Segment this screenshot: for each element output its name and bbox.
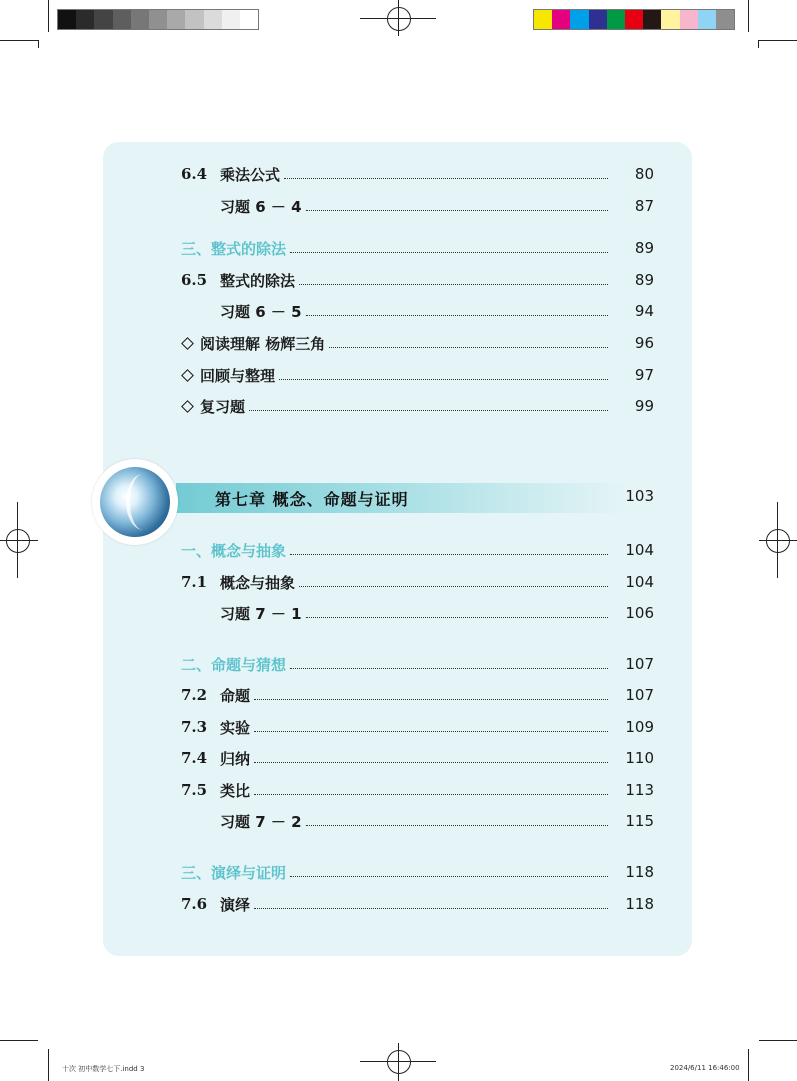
entry-title: 二、命题与猜想	[181, 655, 287, 674]
entry-title: 演绎	[220, 895, 251, 914]
color-swatch	[58, 10, 76, 29]
leader-dots	[299, 586, 608, 587]
entry-title: 三、整式的除法	[181, 239, 287, 258]
diamond-bullet-icon	[181, 369, 194, 382]
entry-title: 三、演绎与证明	[181, 863, 287, 882]
entry-title: 习题 6 － 5	[220, 302, 302, 321]
diamond-bullet-icon	[181, 400, 194, 413]
leader-dots	[284, 178, 608, 179]
section-number: 7.1	[181, 573, 208, 591]
entry-title: 习题 7 － 1	[220, 604, 302, 623]
entry-page: 107	[625, 655, 654, 673]
section-number: 7.6	[181, 895, 208, 913]
leader-dots	[306, 210, 608, 211]
color-swatch	[680, 10, 698, 29]
color-swatch	[552, 10, 570, 29]
color-swatch	[94, 10, 112, 29]
crop-mark	[0, 1040, 38, 1041]
leader-dots	[254, 762, 608, 763]
entry-page: 80	[634, 165, 654, 183]
entry-page: 109	[625, 718, 654, 736]
entry-title: 回顾与整理	[200, 366, 276, 385]
color-swatch	[589, 10, 607, 29]
crop-mark	[38, 40, 39, 48]
grayscale-color-bar	[57, 9, 259, 30]
leader-dots	[306, 315, 608, 316]
leader-dots	[306, 825, 608, 826]
leader-dots	[254, 908, 608, 909]
diamond-bullet-icon	[181, 337, 194, 350]
color-swatch	[204, 10, 222, 29]
color-swatch	[240, 10, 258, 29]
entry-page: 115	[625, 812, 654, 830]
entry-page: 113	[625, 781, 654, 799]
leader-dots	[290, 668, 608, 669]
crop-mark	[748, 1049, 749, 1081]
section-number: 6.4	[181, 165, 208, 183]
chapter-page: 103	[625, 487, 654, 505]
entry-title: 命题	[220, 686, 251, 705]
entry-page: 94	[634, 302, 654, 320]
entry-title: 归纳	[220, 749, 251, 768]
entry-page: 104	[625, 573, 654, 591]
color-swatch	[570, 10, 588, 29]
color-swatch	[222, 10, 240, 29]
crop-mark	[759, 40, 797, 41]
entry-page: 118	[625, 895, 654, 913]
crop-mark	[758, 40, 759, 48]
entry-page: 87	[634, 197, 654, 215]
entry-title: 一、概念与抽象	[181, 541, 287, 560]
color-swatch	[643, 10, 661, 29]
entry-title: 实验	[220, 718, 251, 737]
entry-title: 习题 6 － 4	[220, 197, 302, 216]
entry-title: 概念与抽象	[220, 573, 296, 592]
section-number: 7.2	[181, 686, 208, 704]
leader-dots	[249, 410, 608, 411]
process-color-bar	[533, 9, 735, 30]
footer-timestamp: 2024/6/11 16:46:00	[670, 1064, 740, 1072]
entry-title: 复习题	[200, 397, 246, 416]
color-swatch	[185, 10, 203, 29]
section-number: 7.4	[181, 749, 208, 767]
color-swatch	[113, 10, 131, 29]
color-swatch	[698, 10, 716, 29]
color-swatch	[131, 10, 149, 29]
leader-dots	[254, 731, 608, 732]
crop-mark	[0, 40, 38, 41]
section-number: 7.3	[181, 718, 208, 736]
entry-page: 104	[625, 541, 654, 559]
entry-page: 107	[625, 686, 654, 704]
globe-highlight	[126, 474, 160, 530]
color-swatch	[149, 10, 167, 29]
crop-mark	[759, 1040, 797, 1041]
crop-mark	[48, 0, 49, 32]
section-number: 7.5	[181, 781, 208, 799]
footer-file-name: 十次 初中数学七下.indd 3	[62, 1065, 145, 1073]
color-swatch	[625, 10, 643, 29]
entry-page: 99	[634, 397, 654, 415]
crop-mark	[748, 0, 749, 32]
chapter-title[interactable]: 第七章 概念、命题与证明	[215, 490, 409, 509]
section-number: 6.5	[181, 271, 208, 289]
entry-page: 96	[634, 334, 654, 352]
entry-page: 97	[634, 366, 654, 384]
leader-dots	[290, 876, 608, 877]
entry-title: 习题 7 － 2	[220, 812, 302, 831]
leader-dots	[254, 794, 608, 795]
color-swatch	[607, 10, 625, 29]
leader-dots	[290, 554, 608, 555]
color-swatch	[716, 10, 734, 29]
color-swatch	[534, 10, 552, 29]
color-swatch	[167, 10, 185, 29]
color-swatch	[76, 10, 94, 29]
entry-page: 118	[625, 863, 654, 881]
leader-dots	[299, 284, 608, 285]
entry-title: 阅读理解 杨辉三角	[200, 334, 326, 353]
leader-dots	[329, 347, 608, 348]
entry-title: 乘法公式	[220, 165, 281, 184]
entry-title: 整式的除法	[220, 271, 296, 290]
leader-dots	[254, 699, 608, 700]
entry-page: 89	[634, 271, 654, 289]
crop-mark	[48, 1049, 49, 1081]
entry-page: 89	[634, 239, 654, 257]
color-swatch	[661, 10, 679, 29]
entry-page: 110	[625, 749, 654, 767]
leader-dots	[290, 252, 608, 253]
entry-title: 类比	[220, 781, 251, 800]
leader-dots	[279, 379, 608, 380]
entry-page: 106	[625, 604, 654, 622]
leader-dots	[306, 617, 608, 618]
